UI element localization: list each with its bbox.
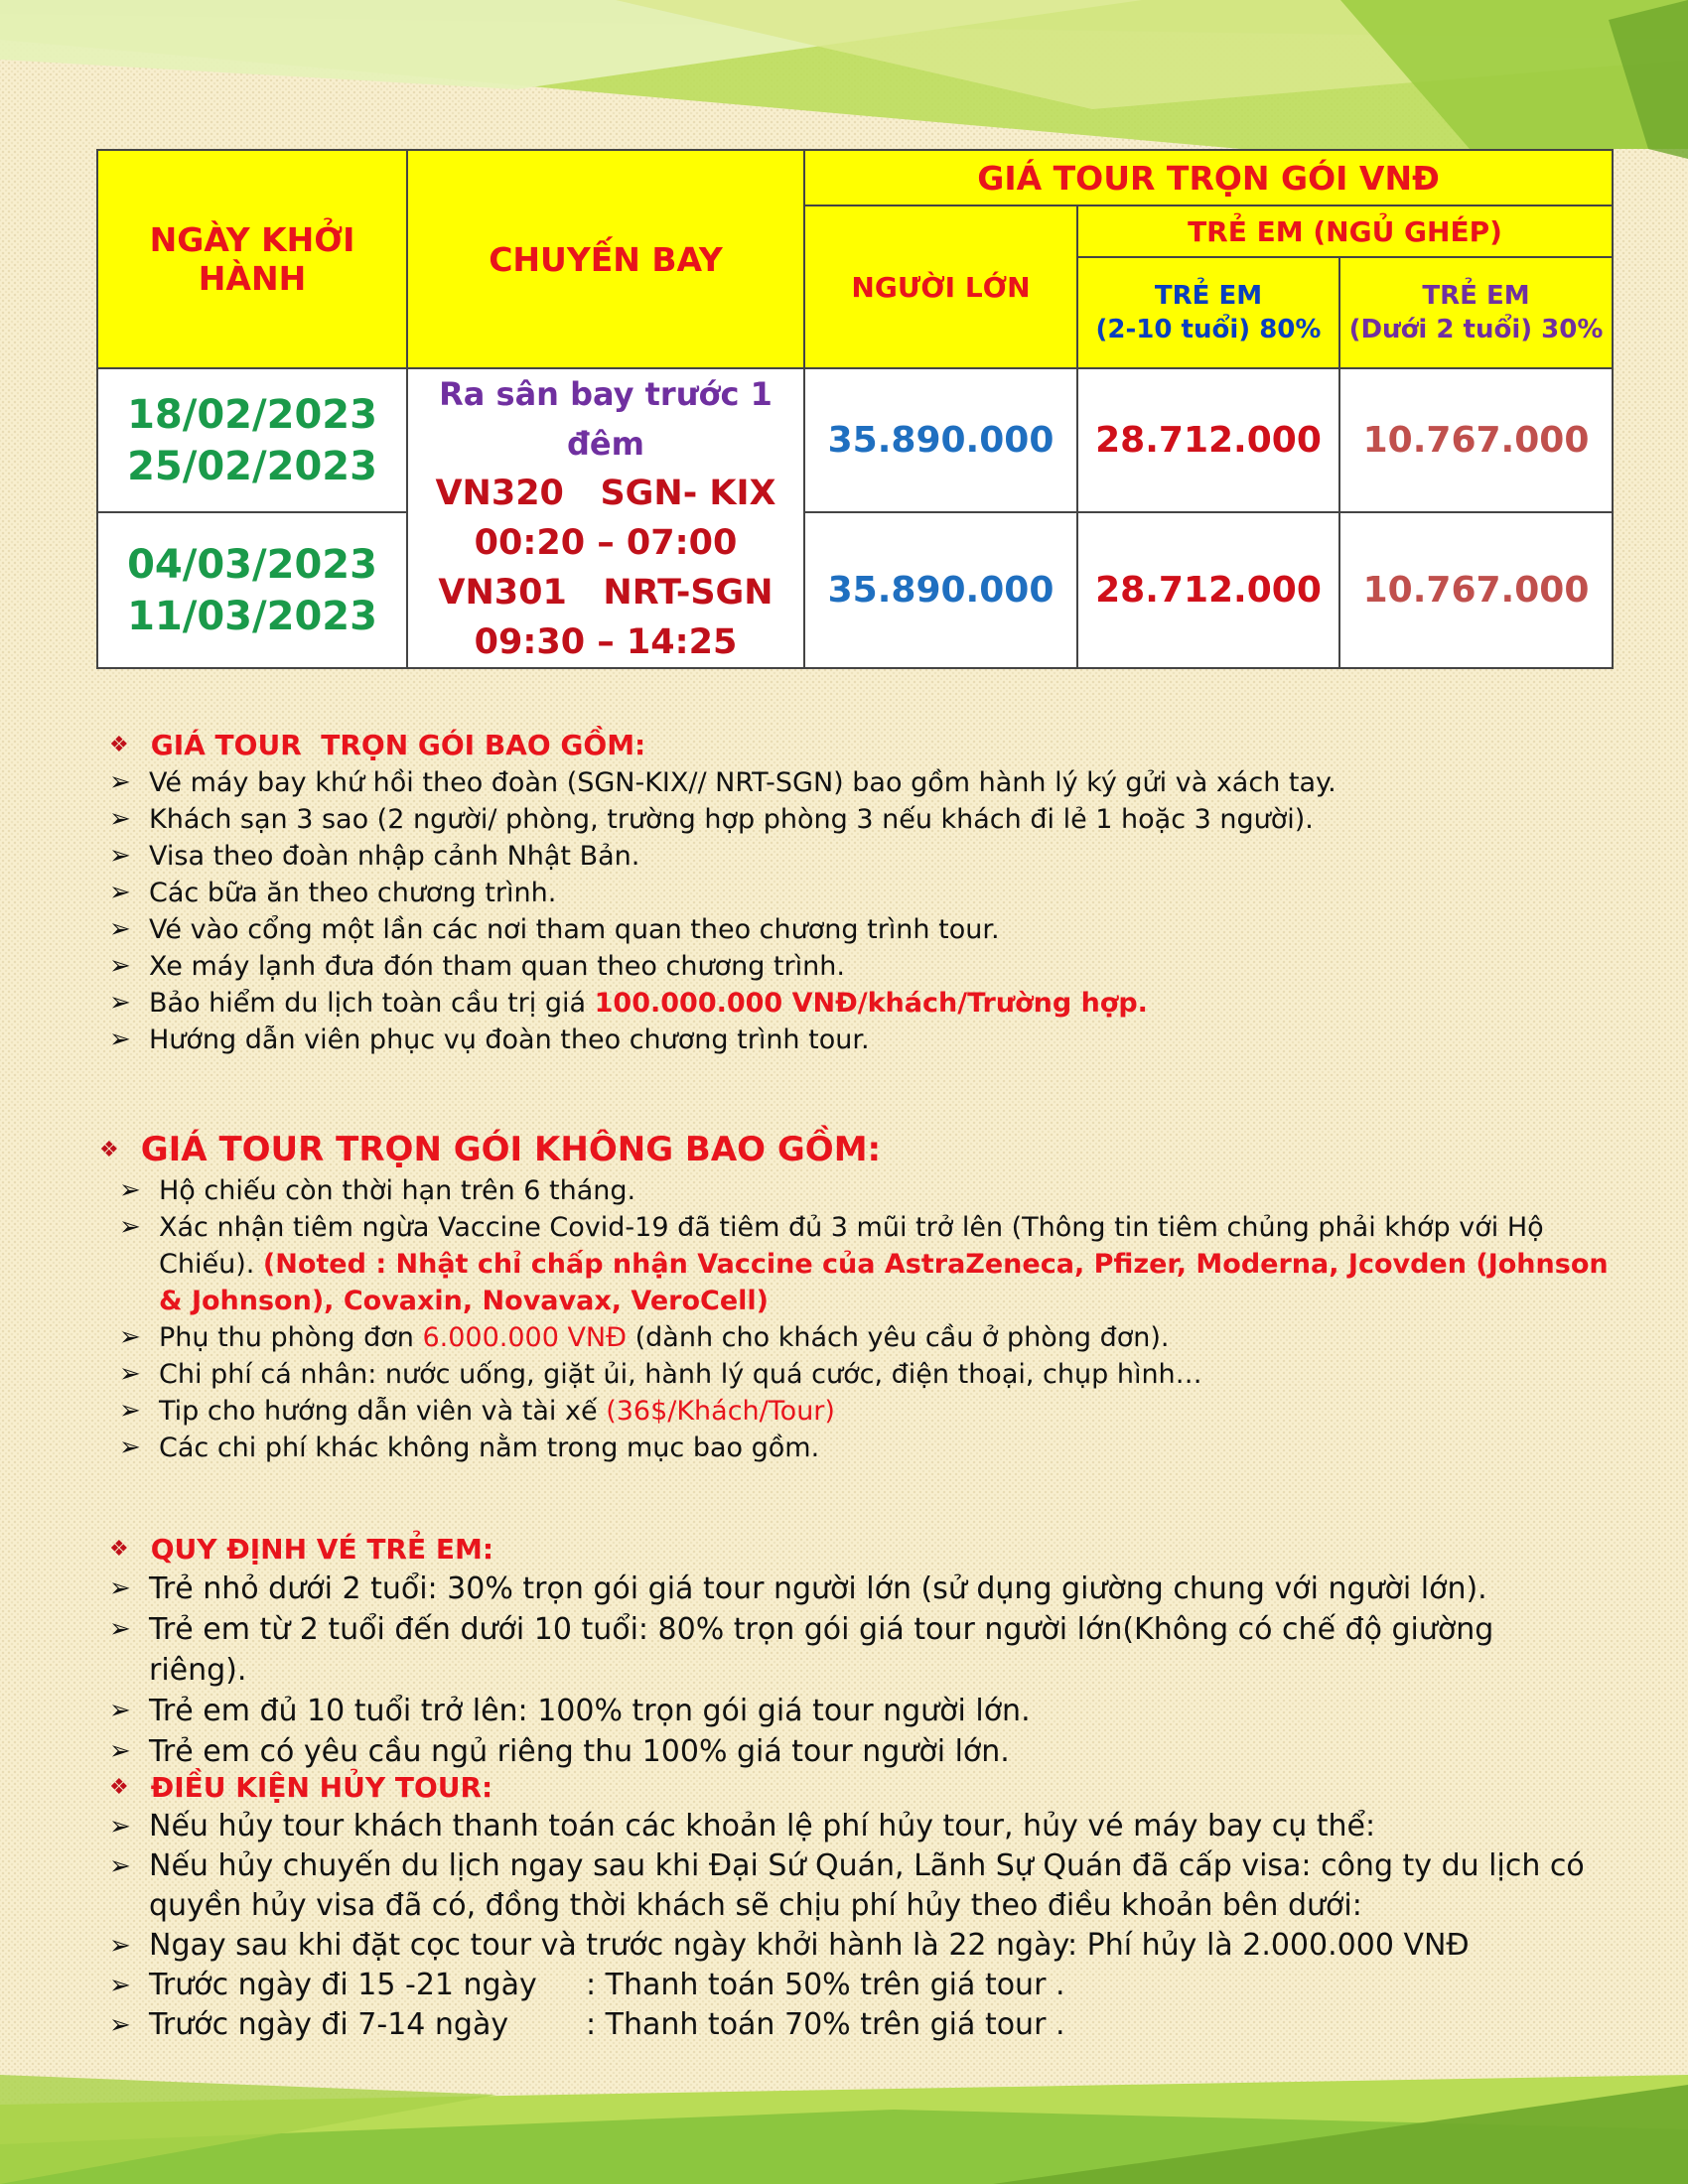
price-baby-row-1: 10.767.000	[1339, 368, 1613, 512]
header-flight: CHUYẾN BAY	[407, 150, 804, 368]
list-item: ➢ Phụ thu phòng đơn 6.000.000 VNĐ (dành cho khách yêu cầu ở phòng đơn).	[119, 1319, 1609, 1356]
price-kid-row-1: 28.712.000	[1077, 368, 1339, 512]
header-adult: NGƯỜI LỚN	[804, 205, 1077, 368]
list-item: ➢ Trẻ em đủ 10 tuổi trở lên: 100% trọn gói giá tour người lớn.	[109, 1691, 1599, 1731]
arrow-bullet-icon: ➢	[119, 1396, 141, 1426]
cancellation-list	[109, 1807, 1599, 2045]
children-policy-list	[109, 1569, 1599, 1772]
departure-dates-row-2: 04/03/2023 11/03/2023	[97, 512, 407, 668]
arrow-bullet-icon: ➢	[109, 1851, 131, 1881]
list-item: ➢ Vé vào cổng một lần các nơi tham quan theo chương trình tour.	[109, 911, 1599, 948]
excluded-title: ❖ GIÁ TOUR TRỌN GÓI KHÔNG BAO GỒM:	[99, 1130, 882, 1169]
arrow-bullet-icon: ➢	[109, 878, 131, 907]
price-table	[96, 149, 1614, 669]
list-item: ➢ Các bữa ăn theo chương trình.	[109, 875, 1599, 911]
price-kid-row-2: 28.712.000	[1077, 512, 1339, 668]
header-kids-group: TRẺ EM (NGỦ GHÉP)	[1077, 205, 1613, 257]
arrow-bullet-icon: ➢	[119, 1433, 141, 1462]
price-baby-row-2: 10.767.000	[1339, 512, 1613, 668]
list-item: ➢ Vé máy bay khứ hồi theo đoàn (SGN-KIX// NRT-SGN) bao gồm hành lý ký gửi và xách tay.	[109, 764, 1599, 801]
arrow-bullet-icon: ➢	[109, 1812, 131, 1842]
price-adult-row-1: 35.890.000	[804, 368, 1077, 512]
diamond-bullet-icon: ❖	[109, 1774, 129, 1800]
flight-details: Ra sân bay trước 1 đêm VN320 SGN- KIX 00:20 – 07:00 VN301 NRT-SGN 09:30 – 14:25	[407, 368, 804, 668]
list-item: ➢ Xe máy lạnh đưa đón tham quan theo chương trình.	[109, 948, 1599, 985]
list-item: ➢ Tip cho hướng dẫn viên và tài xế (36$/Khách/Tour)	[119, 1393, 1609, 1430]
cancellation-title: ❖ ĐIỀU KIỆN HỦY TOUR:	[109, 1770, 493, 1804]
arrow-bullet-icon: ➢	[119, 1175, 141, 1205]
top-decoration	[0, 0, 1688, 169]
arrow-bullet-icon: ➢	[119, 1359, 141, 1389]
list-item: ➢ Khách sạn 3 sao (2 người/ phòng, trường hợp phòng 3 nếu khách đi lẻ 1 hoặc 3 người).	[109, 801, 1599, 838]
arrow-bullet-icon: ➢	[109, 767, 131, 797]
list-item: ➢ Ngay sau khi đặt cọc tour và trước ngày khởi hành là 22 ngày: Phí hủy là 2.000.000 VNĐ	[109, 1926, 1599, 1966]
arrow-bullet-icon: ➢	[109, 1931, 131, 1961]
arrow-bullet-icon: ➢	[109, 1614, 131, 1644]
arrow-bullet-icon: ➢	[119, 1322, 141, 1352]
arrow-bullet-icon: ➢	[119, 1212, 141, 1242]
children-policy-section	[109, 1529, 1599, 1772]
list-item: ➢ Nếu hủy tour khách thanh toán các khoản lệ phí hủy tour, hủy vé máy bay cụ thể:	[109, 1807, 1599, 1846]
departure-dates-row-1: 18/02/2023 25/02/2023	[97, 368, 407, 512]
list-item: ➢ Trẻ nhỏ dưới 2 tuổi: 30% trọn gói giá tour người lớn (sử dụng giường chung với người lớn).	[109, 1569, 1599, 1609]
list-item: ➢ Trẻ em có yêu cầu ngủ riêng thu 100% giá tour người lớn.	[109, 1731, 1599, 1772]
list-item: ➢ Các chi phí khác không nằm trong mục bao gồm.	[119, 1430, 1609, 1466]
included-title: ❖ GIÁ TOUR TRỌN GÓI BAO GỒM:	[109, 728, 646, 761]
arrow-bullet-icon: ➢	[109, 841, 131, 871]
header-kid-2-10: TRẺ EM (2-10 tuổi) 80%	[1077, 257, 1339, 368]
list-item: ➢ Nếu hủy chuyến du lịch ngay sau khi Đại Sứ Quán, Lãnh Sự Quán đã cấp visa: công ty du lịch có quyền hủy visa đã có, đồng thời khách sẽ chịu phí hủy theo điều khoản bên dưới:	[109, 1848, 1585, 1923]
arrow-bullet-icon: ➢	[109, 1024, 131, 1054]
arrow-bullet-icon: ➢	[109, 914, 131, 944]
arrow-bullet-icon: ➢	[109, 1696, 131, 1725]
list-item: ➢ Visa theo đoàn nhập cảnh Nhật Bản.	[109, 838, 1599, 875]
list-item: ➢ Trước ngày đi 15 -21 ngày : Thanh toán 50% trên giá tour .	[109, 1966, 1599, 2005]
list-item: ➢ Trước ngày đi 7-14 ngày : Thanh toán 70% trên giá tour .	[109, 2005, 1599, 2045]
list-item: ➢ Xác nhận tiêm ngừa Vaccine Covid-19 đã tiêm đủ 3 mũi trở lên (Thông tin tiêm chủng phải khớp với Hộ Chiếu). (Noted : Nhật chỉ chấp nhận Vaccine của AstraZeneca, Pfizer, Moderna, Jcovden (Johnson & Johnson), Covaxin, Novavax, VeroCell)	[119, 1209, 1609, 1319]
list-item: ➢ Trẻ em từ 2 tuổi đến dưới 10 tuổi: 80% trọn gói giá tour người lớn(Không có chế độ giường riêng).	[109, 1609, 1599, 1691]
arrow-bullet-icon: ➢	[109, 1573, 131, 1603]
arrow-bullet-icon: ➢	[109, 988, 131, 1018]
diamond-bullet-icon: ❖	[99, 1137, 119, 1162]
excluded-list	[99, 1172, 1609, 1466]
cancellation-section	[109, 1767, 1599, 2045]
bottom-decoration	[0, 2035, 1688, 2184]
header-price-group: GIÁ TOUR TRỌN GÓI VNĐ	[804, 150, 1613, 205]
diamond-bullet-icon: ❖	[109, 732, 129, 757]
list-item: ➢ Hướng dẫn viên phục vụ đoàn theo chương trình tour.	[109, 1022, 1599, 1058]
list-item: ➢ Hộ chiếu còn thời hạn trên 6 tháng.	[119, 1172, 1609, 1209]
included-section	[109, 725, 1599, 1058]
excluded-section	[99, 1127, 1609, 1466]
children-policy-title: ❖ QUY ĐỊNH VÉ TRẺ EM:	[109, 1532, 494, 1566]
header-departure-date: NGÀY KHỞI HÀNH	[97, 150, 407, 368]
arrow-bullet-icon: ➢	[109, 1971, 131, 2000]
arrow-bullet-icon: ➢	[109, 2010, 131, 2040]
price-adult-row-2: 35.890.000	[804, 512, 1077, 668]
included-list	[109, 764, 1599, 1058]
arrow-bullet-icon: ➢	[109, 1736, 131, 1766]
list-item: ➢ Chi phí cá nhân: nước uống, giặt ủi, hành lý quá cước, điện thoại, chụp hình…	[119, 1356, 1609, 1393]
arrow-bullet-icon: ➢	[109, 804, 131, 834]
diamond-bullet-icon: ❖	[109, 1536, 129, 1562]
list-item: ➢ Bảo hiểm du lịch toàn cầu trị giá 100.000.000 VNĐ/khách/Trường hợp.	[109, 985, 1599, 1022]
arrow-bullet-icon: ➢	[109, 951, 131, 981]
header-kid-under-2: TRẺ EM (Dưới 2 tuổi) 30%	[1339, 257, 1613, 368]
